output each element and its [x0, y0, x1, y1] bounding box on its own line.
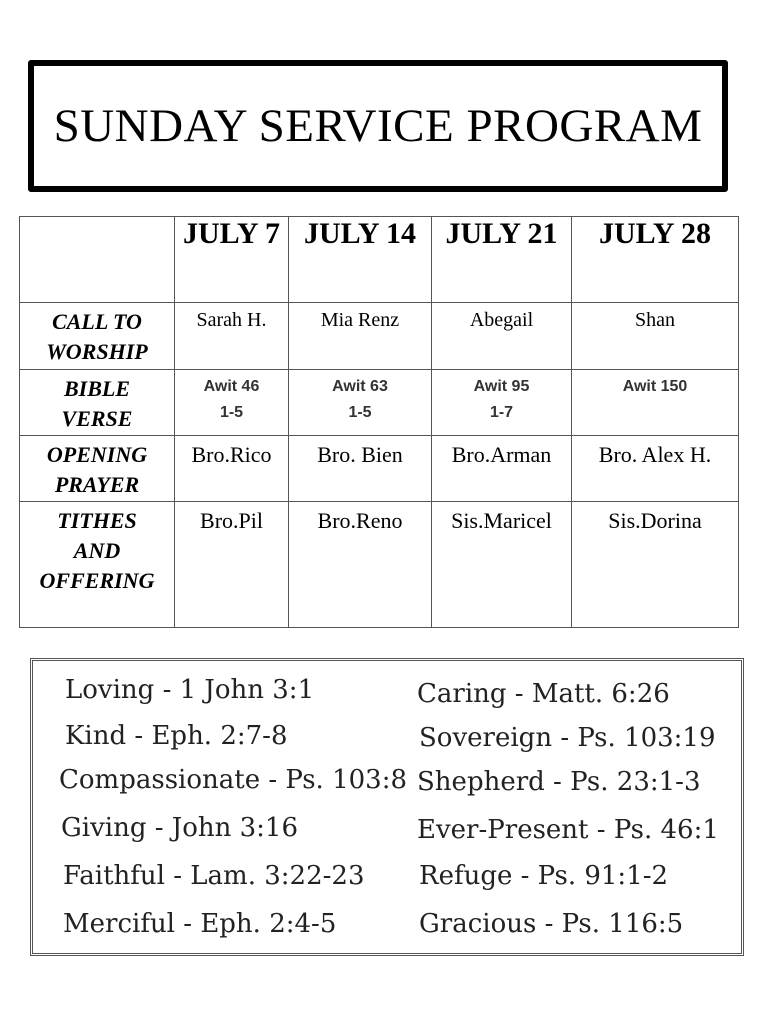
- table-cell: Shan: [572, 303, 739, 370]
- table-cell: Bro.Reno: [289, 502, 432, 628]
- row-label-call-to-worship: [20, 303, 175, 370]
- row-label-tithes-and-offering: [20, 502, 175, 628]
- row-label-line: OFFERING: [39, 568, 155, 593]
- table-row-tithes-and-offering: [20, 502, 739, 628]
- verse-range-line: 1-5: [219, 404, 244, 421]
- table-cell: [175, 370, 289, 436]
- verse-item: Refuge - Ps. 91:1-2: [419, 861, 669, 891]
- table-row-call-to-worship: [20, 303, 739, 370]
- column-header-july-14: JULY 14: [289, 217, 432, 303]
- verse-book-line: Awit 150: [622, 378, 688, 395]
- row-label-line: OPENING: [46, 442, 148, 467]
- table-cell: Sis.Dorina: [572, 502, 739, 628]
- table-cell: Bro. Bien: [289, 436, 432, 502]
- row-label-bible-verse: [20, 370, 175, 436]
- column-header-july-28: JULY 28: [572, 217, 739, 303]
- table-row-opening-prayer: [20, 436, 739, 502]
- row-label-line: PRAYER: [54, 472, 140, 497]
- title-box: [28, 60, 728, 192]
- verse-item: Ever-Present - Ps. 46:1: [417, 815, 719, 845]
- table-cell: Sis.Maricel: [432, 502, 572, 628]
- verse-book-line: Awit 95: [473, 378, 530, 395]
- row-label-line: BIBLE: [63, 376, 131, 401]
- verse-book-line: Awit 63: [332, 378, 388, 395]
- verse-item: Compassionate - Ps. 103:8: [59, 765, 407, 795]
- verse-range-line: 1-5: [348, 404, 372, 421]
- verse-item: Faithful - Lam. 3:22-23: [63, 861, 365, 891]
- table-cell: Bro. Alex H.: [572, 436, 739, 502]
- table-cell: Mia Renz: [289, 303, 432, 370]
- verse-item: Merciful - Eph. 2:4-5: [63, 909, 337, 939]
- table-cell: [572, 370, 739, 436]
- row-label-line: CALL TO: [52, 309, 142, 334]
- table-cell: Sarah H.: [175, 303, 289, 370]
- table-cell: Bro.Pil: [175, 502, 289, 628]
- column-header-july-7: JULY 7: [175, 217, 289, 303]
- row-label-opening-prayer: [20, 436, 175, 502]
- table-corner-cell: [20, 217, 175, 303]
- page-title: SUNDAY SERVICE PROGRAM: [53, 100, 703, 152]
- column-header-july-21: JULY 21: [432, 217, 572, 303]
- verse-book-line: Awit 46: [203, 378, 260, 395]
- verse-item: Shepherd - Ps. 23:1-3: [417, 767, 701, 797]
- row-label-line: VERSE: [61, 406, 133, 431]
- table-cell: Bro.Rico: [175, 436, 289, 502]
- table-cell: [289, 370, 432, 436]
- table-row-bible-verse: [20, 370, 739, 436]
- verse-item: Giving - John 3:16: [61, 813, 299, 843]
- row-label-line: WORSHIP: [46, 339, 148, 364]
- verse-item: Kind - Eph. 2:7-8: [65, 721, 288, 751]
- table-cell: Abegail: [432, 303, 572, 370]
- schedule-table: [19, 216, 739, 628]
- verse-item: Caring - Matt. 6:26: [417, 679, 670, 709]
- verse-range-line: 1-7: [489, 404, 514, 421]
- table-header-row: [20, 217, 739, 303]
- attributes-verse-box: [30, 658, 744, 956]
- row-label-line: AND: [73, 538, 121, 563]
- row-label-line: TITHES: [57, 508, 137, 533]
- table-cell: Bro.Arman: [432, 436, 572, 502]
- table-cell: [432, 370, 572, 436]
- verse-item: Gracious - Ps. 116:5: [419, 909, 684, 939]
- verse-item: Sovereign - Ps. 103:19: [419, 723, 716, 753]
- verse-item: Loving - 1 John 3:1: [65, 675, 315, 705]
